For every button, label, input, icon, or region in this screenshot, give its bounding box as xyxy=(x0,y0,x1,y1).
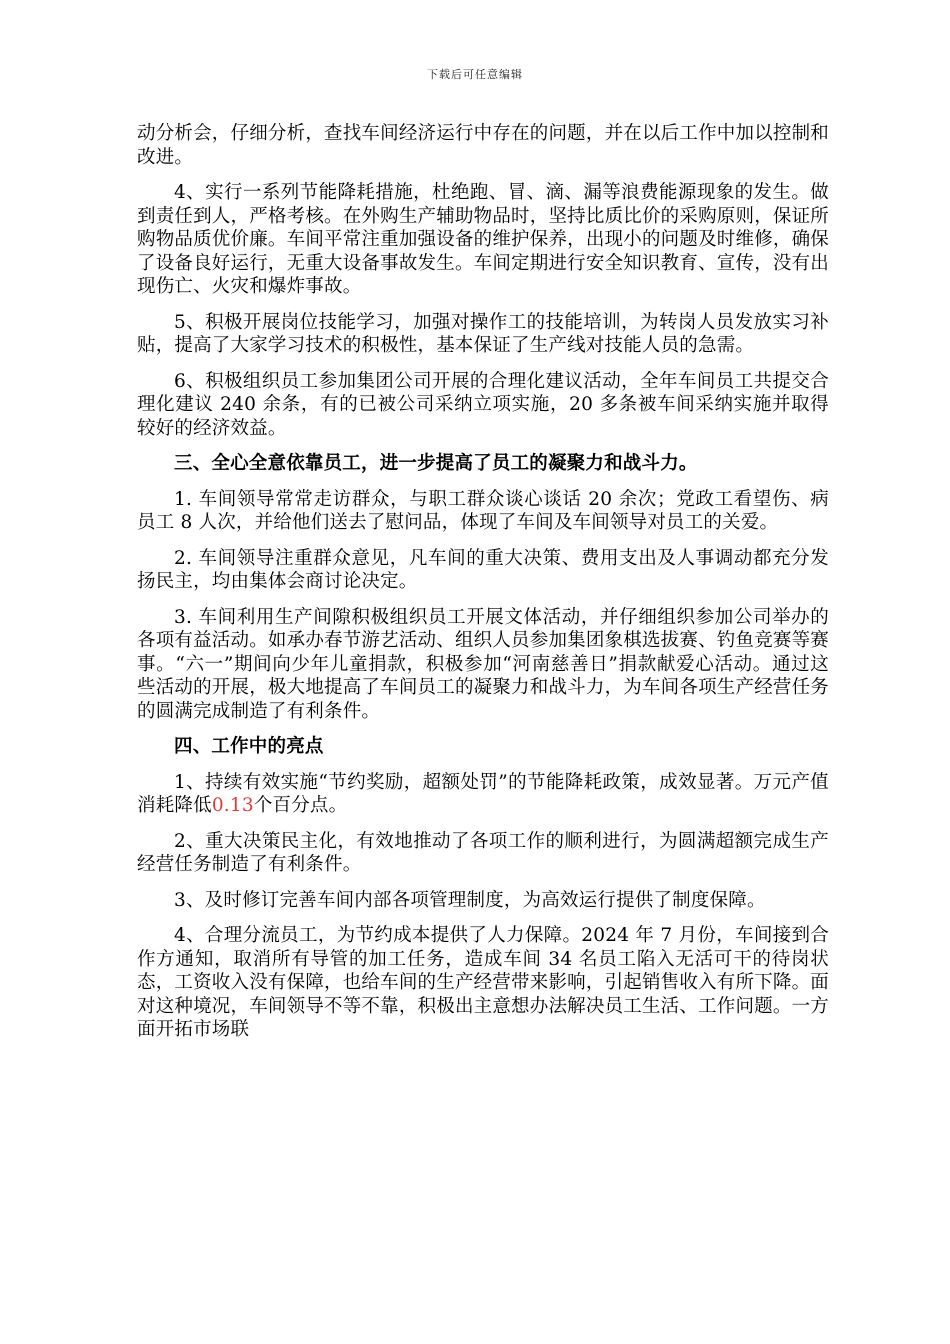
document-body xyxy=(137,122,829,1054)
paragraph-highlight-2: 2、重大决策民主化，有效地推动了各项工作的顺利进行，为圆满超额完成生产经营任务制造了有利条件。 xyxy=(137,830,829,875)
paragraph-item-4-energy-saving: 4、实行一系列节能降耗措施，杜绝跑、冒、滴、漏等浪费能源现象的发生。做到责任到人，严格考核。在外购生产辅助物品时，坚持比质比价的采购原则，保证所购物品质优价廉。车间平常注重加强设备的维护保养，出现小的问题及时维修，确保了设备良好运行，无重大设备事故发生。车间定期进行安全知识教育、宣传，没有出现伤亡、火灾和爆炸事故。 xyxy=(137,182,829,297)
paragraph-continuation: 动分析会，仔细分析，查找车间经济运行中存在的问题，并在以后工作中加以控制和改进。 xyxy=(137,123,829,168)
highlight-text-after: 个百分点。 xyxy=(253,795,348,816)
highlight-value: 0.13 xyxy=(211,795,254,816)
paragraph-item-6-suggestions: 6、积极组织员工参加集团公司开展的合理化建议活动，全年车间员工共提交合理化建议 240 余条，有的已被公司采纳立项实施，20 多条被车间采纳实施并取得较好的经济效益。 xyxy=(137,370,829,439)
paragraph-highlight-1 xyxy=(137,771,829,818)
section-heading-4: 四、工作中的亮点 xyxy=(174,736,324,757)
paragraph-highlight-4: 4、合理分流员工，为节约成本提供了人力保障。2024 年 7 月份，车间接到合作方通知，取消所有导管的加工任务，造成车间 34 名员工陷入无活可干的待岗状态，工资收入没有保障，也给车间的生产经营带来影响，引起销售收入有所下降。面对这种境况，车间领导不等不靠，积极出主意想办法解决员工生活、工作问题。一方面开拓市场联 xyxy=(137,925,829,1040)
highlight-text-before: 1、持续有效实施“节约奖励，超额处罚”的节能降耗政策，成效显著。万元产值消耗降低 xyxy=(137,771,829,816)
paragraph-item-2-democracy: 2. 车间领导注重群众意见，凡车间的重大决策、费用支出及人事调动都充分发扬民主，均由集体会商讨论决定。 xyxy=(137,547,829,592)
header-note: 下载后可任意编辑 xyxy=(427,68,523,81)
paragraph-item-3-activities: 3. 车间利用生产间隙积极组织员工开展文体活动，并仔细组织参加公司举办的各项有益活动。如承办春节游艺活动、组织人员参加集团象棋选拔赛、钓鱼竞赛等赛事。“六一”期间向少年儿童捐款，积极参加“河南慈善日”捐款献爱心活动。通过这些活动的开展，极大地提高了车间员工的凝聚力和战斗力，为车间各项生产经营任务的圆满完成制造了有利条件。 xyxy=(137,606,829,722)
paragraph-item-1-visits: 1. 车间领导常常走访群众，与职工群众谈心谈话 20 余次；党政工看望伤、病员工 8 人次，并给他们送去了慰问品，体现了车间及车间领导对员工的关爱。 xyxy=(137,488,829,533)
section-heading-3: 三、全心全意依靠员工，进一步提高了员工的凝聚力和战斗力。 xyxy=(174,453,698,474)
paragraph-highlight-3: 3、及时修订完善车间内部各项管理制度，为高效运行提供了制度保障。 xyxy=(174,889,766,911)
paragraph-item-5-skills-training: 5、积极开展岗位技能学习，加强对操作工的技能培训，为转岗人员发放实习补贴，提高了大家学习技术的积极性，基本保证了生产线对技能人员的急需。 xyxy=(137,311,829,356)
